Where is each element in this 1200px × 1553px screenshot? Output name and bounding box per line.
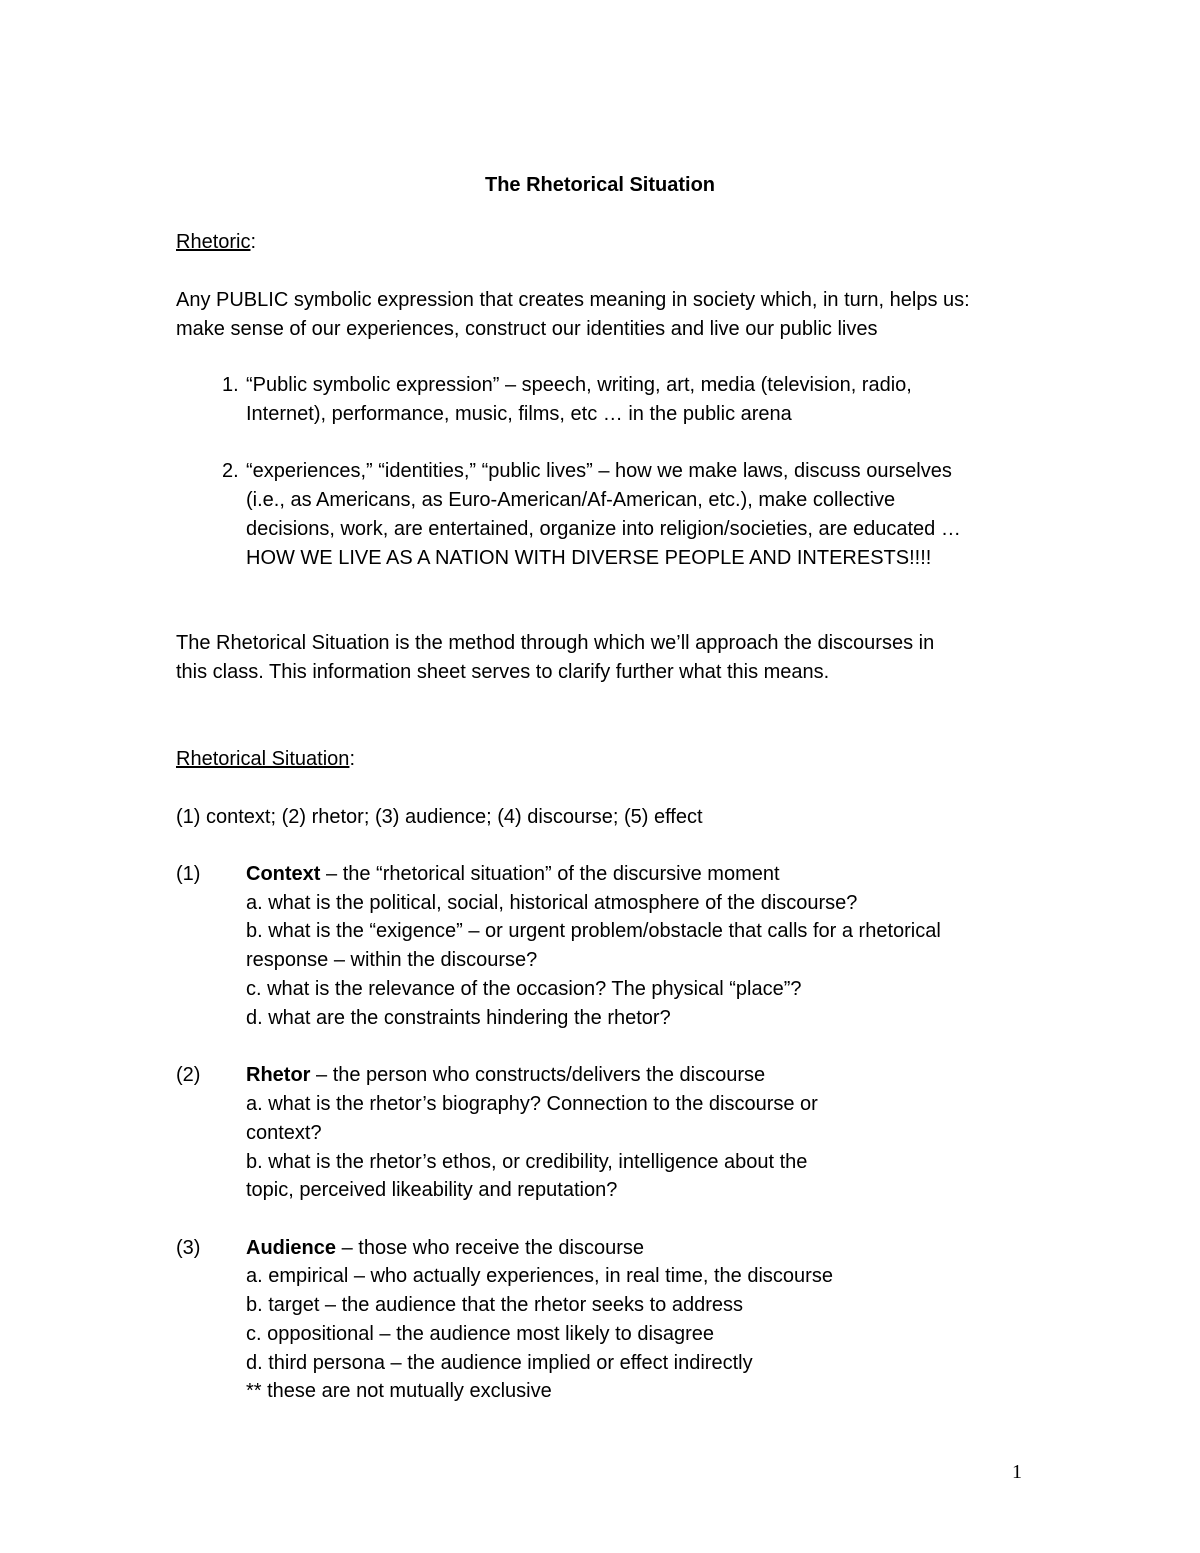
elements-line: (1) context; (2) rhetor; (3) audience; (4) discourse; (5) effect (176, 806, 703, 828)
section-subitem: d. third persona – the audience implied or effect indirectly (246, 1352, 753, 1374)
section-subitem: b. target – the audience that the rhetor seeks to address (246, 1294, 743, 1316)
list-item-line: (i.e., as Americans, as Euro-American/Af-American, etc.), make collective (246, 489, 896, 511)
section-term: Audience (246, 1237, 337, 1259)
rhetoric-definition-line: Any PUBLIC symbolic expression that creates meaning in society which, in turn, helps us: (176, 289, 970, 311)
rhetoric-heading-text: Rhetoric (176, 231, 251, 253)
rhetorical-situation-heading-text: Rhetorical Situation (176, 748, 350, 770)
list-item-line: “experiences,” “identities,” “public lives” – how we make laws, discuss ourselves (246, 460, 952, 482)
rhetoric-heading-colon: : (250, 231, 257, 253)
section-description: – the person who constructs/delivers the discourse (310, 1064, 766, 1086)
section-subitem: context? (246, 1122, 322, 1144)
section-number: (1) (176, 863, 201, 885)
section-subitem: b. what is the rhetor’s ethos, or credibility, intelligence about the (246, 1151, 808, 1173)
rhetorical-situation-heading (176, 745, 355, 774)
section-subitem: a. what is the rhetor’s biography? Connection to the discourse or (246, 1093, 818, 1115)
section-note: ** these are not mutually exclusive (246, 1380, 552, 1402)
section-subitem: b. what is the “exigence” – or urgent problem/obstacle that calls for a rhetorical (246, 920, 941, 942)
page-title: The Rhetorical Situation (484, 174, 716, 196)
section-subitem: a. what is the political, social, historical atmosphere of the discourse? (246, 892, 858, 914)
section-subitem: a. empirical – who actually experiences, in real time, the discourse (246, 1265, 833, 1287)
section-number: (2) (176, 1064, 201, 1086)
list-number: 1. (222, 374, 239, 396)
list-item-line: HOW WE LIVE AS A NATION WITH DIVERSE PEOPLE AND INTERESTS!!!! (246, 547, 932, 569)
section-description: – those who receive the discourse (336, 1237, 644, 1259)
section-heading (246, 1234, 644, 1263)
section-heading (246, 860, 780, 889)
intro-line: The Rhetorical Situation is the method through which we’ll approach the discourses in (176, 632, 935, 654)
section-subitem: c. what is the relevance of the occasion? The physical “place”? (246, 978, 802, 1000)
list-number: 2. (222, 460, 239, 482)
section-term: Rhetor (246, 1064, 311, 1086)
section-heading (246, 1061, 765, 1090)
section-subitem: d. what are the constraints hindering the rhetor? (246, 1007, 671, 1029)
section-subitem: c. oppositional – the audience most likely to disagree (246, 1323, 715, 1345)
list-item-line: decisions, work, are entertained, organize into religion/societies, are educated … (246, 518, 961, 540)
rhetorical-situation-heading-colon: : (349, 748, 355, 770)
list-item-line: “Public symbolic expression” – speech, writing, art, media (television, radio, (246, 374, 912, 396)
list-item-line: Internet), performance, music, films, etc … in the public arena (246, 403, 792, 425)
section-subitem: response – within the discourse? (246, 949, 538, 971)
section-description: – the “rhetorical situation” of the discursive moment (320, 863, 780, 885)
section-subitem: topic, perceived likeability and reputation? (246, 1179, 618, 1201)
section-number: (3) (176, 1237, 201, 1259)
rhetoric-heading (176, 228, 256, 257)
page-number: 1 (1012, 1461, 1022, 1483)
intro-line: this class. This information sheet serves to clarify further what this means. (176, 661, 830, 683)
rhetoric-definition-line: make sense of our experiences, construct our identities and live our public lives (176, 318, 878, 340)
section-term: Context (246, 863, 321, 885)
